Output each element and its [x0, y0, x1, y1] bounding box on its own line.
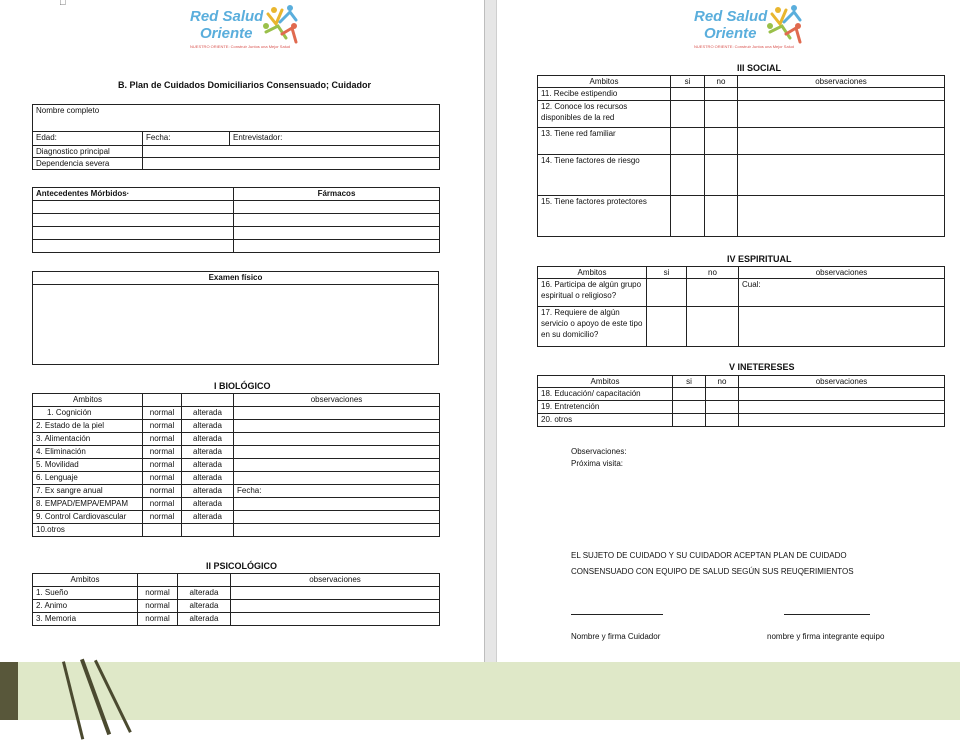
espiritual-row-label: 16. Participa de algún grupo espiritual o religioso? [538, 279, 647, 307]
logo-line2: Oriente [704, 25, 757, 42]
espiritual-obs-cell[interactable]: Cual: [739, 279, 945, 307]
logo-line1: Red Salud [694, 8, 768, 25]
bio-normal-option[interactable]: normal [143, 446, 182, 459]
social-table [537, 75, 945, 237]
bio-normal-option[interactable]: normal [143, 485, 182, 498]
intereses-si-cell[interactable] [673, 388, 706, 401]
social-no-cell[interactable] [705, 88, 738, 101]
social-header-ambitos: Ambitos [538, 76, 671, 88]
logo-line2: Oriente [200, 25, 253, 42]
fecha-field[interactable]: Fecha: [143, 132, 230, 146]
bio-obs-cell[interactable] [234, 511, 440, 524]
intereses-no-cell[interactable] [706, 388, 739, 401]
bio-header-blank [182, 394, 234, 407]
logo-figures-icon [764, 4, 804, 48]
dependencia-field[interactable]: Dependencia severa [33, 158, 143, 170]
espiritual-no-cell[interactable] [687, 307, 739, 347]
acceptance-statement-line1: EL SUJETO DE CUIDADO Y SU CUIDADOR ACEPTAN PLAN DE CUIDADO [571, 551, 847, 560]
nombre-field[interactable]: Nombre completo [33, 105, 440, 132]
diagnostico-value[interactable] [143, 146, 440, 158]
antecedentes-table [32, 187, 440, 253]
intereses-no-cell[interactable] [706, 401, 739, 414]
psi-header-observaciones: observaciones [231, 574, 440, 587]
left-document-page [0, 0, 484, 662]
dependencia-value[interactable] [143, 158, 440, 170]
bio-alterada-option[interactable]: alterada [182, 472, 234, 485]
bio-row-label: 9. Control Cardiovascular [33, 511, 143, 524]
bio-row-label: 5. Movilidad [33, 459, 143, 472]
social-row-label: 11. Recibe estipendio [538, 88, 671, 101]
psi-header-blank [138, 574, 178, 587]
examen-fisico-area[interactable] [33, 285, 439, 365]
farmacos-header: Fármacos [234, 188, 440, 201]
intereses-no-cell[interactable] [706, 414, 739, 427]
bio-alterada-option[interactable]: alterada [182, 407, 234, 420]
antecedentes-cell[interactable] [33, 227, 234, 240]
social-si-cell[interactable] [671, 88, 705, 101]
red-salud-logo [190, 4, 320, 64]
bottom-dark-bar [0, 662, 18, 720]
intereses-header-observaciones: observaciones [739, 376, 945, 388]
bio-row-label: 7. Ex sangre anual [33, 485, 143, 498]
bio-header-blank [143, 394, 182, 407]
bio-row-label: 4. Eliminación [33, 446, 143, 459]
social-no-cell[interactable] [705, 155, 738, 196]
psi-alterada-option[interactable]: alterada [178, 600, 231, 613]
signature-line-cuidador[interactable] [571, 614, 663, 615]
psi-obs-cell[interactable] [231, 587, 440, 600]
bio-obs-cell[interactable] [234, 524, 440, 537]
bio-normal-option[interactable]: normal [143, 511, 182, 524]
bio-alterada-option[interactable]: alterada [182, 420, 234, 433]
social-row-label: 14. Tiene factores de riesgo [538, 155, 671, 196]
acceptance-statement-line2: CONSENSUADO CON EQUIPO DE SALUD SEGÚN SUS REUQERIMIENTOS [571, 567, 854, 576]
diagnostico-field[interactable]: Diagnostico principal [33, 146, 143, 158]
espiritual-no-cell[interactable] [687, 279, 739, 307]
corner-mark-icon: □ [60, 0, 66, 7]
social-si-cell[interactable] [671, 196, 705, 237]
bio-normal-option[interactable]: normal [143, 433, 182, 446]
bio-normal-option[interactable]: normal [143, 472, 182, 485]
entrevistador-field[interactable]: Entrevistador: [230, 132, 440, 146]
bio-row-label: 10.otros [33, 524, 143, 537]
bio-obs-cell[interactable] [234, 433, 440, 446]
intereses-obs-cell[interactable] [739, 401, 945, 414]
social-obs-cell[interactable] [738, 155, 945, 196]
bio-alterada-option[interactable]: alterada [182, 459, 234, 472]
bio-obs-cell[interactable] [234, 472, 440, 485]
bio-obs-cell[interactable] [234, 446, 440, 459]
personal-info-table [32, 104, 440, 170]
psi-header-ambitos: Ambitos [33, 574, 138, 587]
bio-normal-option[interactable] [143, 524, 182, 537]
psi-row-label: 1. Sueño [33, 587, 138, 600]
psicologico-title: II PSICOLÓGICO [206, 561, 278, 571]
antecedentes-cell[interactable] [33, 240, 234, 253]
logo-line1: Red Salud [190, 8, 264, 25]
biologico-title: I BIOLÓGICO [214, 381, 271, 391]
psi-normal-option[interactable]: normal [138, 587, 178, 600]
espiritual-si-cell[interactable] [647, 307, 687, 347]
intereses-obs-cell[interactable] [739, 414, 945, 427]
psi-header-blank [178, 574, 231, 587]
intereses-row-label: 19. Entretención [538, 401, 673, 414]
bio-normal-option[interactable]: normal [143, 407, 182, 420]
bottom-decorative-band [0, 662, 960, 720]
edad-field[interactable]: Edad: [33, 132, 143, 146]
espiritual-obs-cell[interactable] [739, 307, 945, 347]
signature-label-equipo: nombre y firma integrante equipo [767, 632, 885, 641]
signature-label-cuidador: Nombre y firma Cuidador [571, 632, 661, 641]
right-document-page [497, 0, 960, 662]
intereses-si-cell[interactable] [673, 414, 706, 427]
farmacos-cell[interactable] [234, 240, 440, 253]
bio-alterada-option[interactable]: alterada [182, 433, 234, 446]
antecedentes-cell[interactable] [33, 201, 234, 214]
psi-obs-cell[interactable] [231, 613, 440, 626]
espiritual-header-observaciones: observaciones [739, 267, 945, 279]
intereses-header-si: si [673, 376, 706, 388]
antecedentes-cell[interactable] [33, 214, 234, 227]
red-salud-logo [694, 4, 824, 64]
social-row-label: 12. Conoce los recursos disponibles de la red [538, 101, 671, 128]
espiritual-title: IV ESPIRITUAL [727, 254, 792, 264]
social-header-observaciones: observaciones [738, 76, 945, 88]
psi-row-label: 3. Memoria [33, 613, 138, 626]
intereses-row-label: 20. otros [538, 414, 673, 427]
bio-obs-cell[interactable] [234, 407, 440, 420]
bio-row-label: 3. Alimentación [33, 433, 143, 446]
social-no-cell[interactable] [705, 196, 738, 237]
examen-fisico-table [32, 271, 439, 365]
bio-alterada-option[interactable]: alterada [182, 446, 234, 459]
psi-normal-option[interactable]: normal [138, 613, 178, 626]
psi-normal-option[interactable]: normal [138, 600, 178, 613]
bio-alterada-option[interactable] [182, 524, 234, 537]
farmacos-cell[interactable] [234, 214, 440, 227]
social-no-cell[interactable] [705, 128, 738, 155]
social-obs-cell[interactable] [738, 88, 945, 101]
bio-normal-option[interactable]: normal [143, 498, 182, 511]
bio-obs-cell[interactable]: Fecha: [234, 485, 440, 498]
social-row-label: 13. Tiene red familiar [538, 128, 671, 155]
psi-alterada-option[interactable]: alterada [178, 587, 231, 600]
social-si-cell[interactable] [671, 128, 705, 155]
social-no-cell[interactable] [705, 101, 738, 128]
intereses-header-ambitos: Ambitos [538, 376, 673, 388]
bio-alterada-option[interactable]: alterada [182, 511, 234, 524]
signature-line-equipo[interactable] [784, 614, 870, 615]
bio-obs-cell[interactable] [234, 420, 440, 433]
logo-tagline: NUESTRO ORIENTE: Construir Juntos una Mejor Salud [694, 44, 795, 49]
espiritual-row-label: 17. Requiere de algún servicio o apoyo de este tipo en su domicilio? [538, 307, 647, 347]
social-obs-cell[interactable] [738, 128, 945, 155]
intereses-obs-cell[interactable] [739, 388, 945, 401]
form-title: B. Plan de Cuidados Domiciliarios Consensuado; Cuidador [118, 80, 372, 90]
logo-figures-icon [260, 4, 300, 48]
intereses-header-no: no [706, 376, 739, 388]
social-si-cell[interactable] [671, 101, 705, 128]
bio-header-ambitos: Ambitos [33, 394, 143, 407]
psi-obs-cell[interactable] [231, 600, 440, 613]
espiritual-header-si: si [647, 267, 687, 279]
intereses-row-label: 18. Educación/ capacitación [538, 388, 673, 401]
proxima-visita-label: Próxima visita: [571, 459, 624, 468]
bio-alterada-option[interactable]: alterada [182, 485, 234, 498]
bio-header-observaciones: observaciones [234, 394, 440, 407]
bio-row-label: 8. EMPAD/EMPA/EMPAM [33, 498, 143, 511]
social-row-label: 15. Tiene factores protectores [538, 196, 671, 237]
bio-row-label: 2. Estado de la piel [33, 420, 143, 433]
social-header-si: si [671, 76, 705, 88]
social-obs-cell[interactable] [738, 101, 945, 128]
espiritual-header-ambitos: Ambitos [538, 267, 647, 279]
intereses-title: V INETERESES [729, 362, 795, 372]
logo-tagline: NUESTRO ORIENTE: Construir Juntos una Mejor Salud [190, 44, 291, 49]
psicologico-table [32, 573, 440, 626]
intereses-table [537, 375, 945, 427]
social-si-cell[interactable] [671, 155, 705, 196]
bio-normal-option[interactable]: normal [143, 420, 182, 433]
psi-alterada-option[interactable]: alterada [178, 613, 231, 626]
psi-row-label: 2. Animo [33, 600, 138, 613]
bio-obs-cell[interactable] [234, 498, 440, 511]
intereses-si-cell[interactable] [673, 401, 706, 414]
bio-alterada-option[interactable]: alterada [182, 498, 234, 511]
social-header-no: no [705, 76, 738, 88]
bio-obs-cell[interactable] [234, 459, 440, 472]
espiritual-si-cell[interactable] [647, 279, 687, 307]
espiritual-table [537, 266, 945, 347]
bio-row-label: 6. Lenguaje [33, 472, 143, 485]
bio-normal-option[interactable]: normal [143, 459, 182, 472]
antecedentes-header: Antecedentes Mórbidos· [33, 188, 234, 201]
biologico-table [32, 393, 440, 537]
observaciones-label: Observaciones: [571, 447, 627, 456]
farmacos-cell[interactable] [234, 227, 440, 240]
espiritual-header-no: no [687, 267, 739, 279]
bio-row-label: 1. Cognición [33, 407, 143, 420]
examen-fisico-title: Examen físico [33, 272, 439, 285]
page-gutter [484, 0, 497, 662]
farmacos-cell[interactable] [234, 201, 440, 214]
social-obs-cell[interactable] [738, 196, 945, 237]
social-title: III SOCIAL [737, 63, 782, 73]
